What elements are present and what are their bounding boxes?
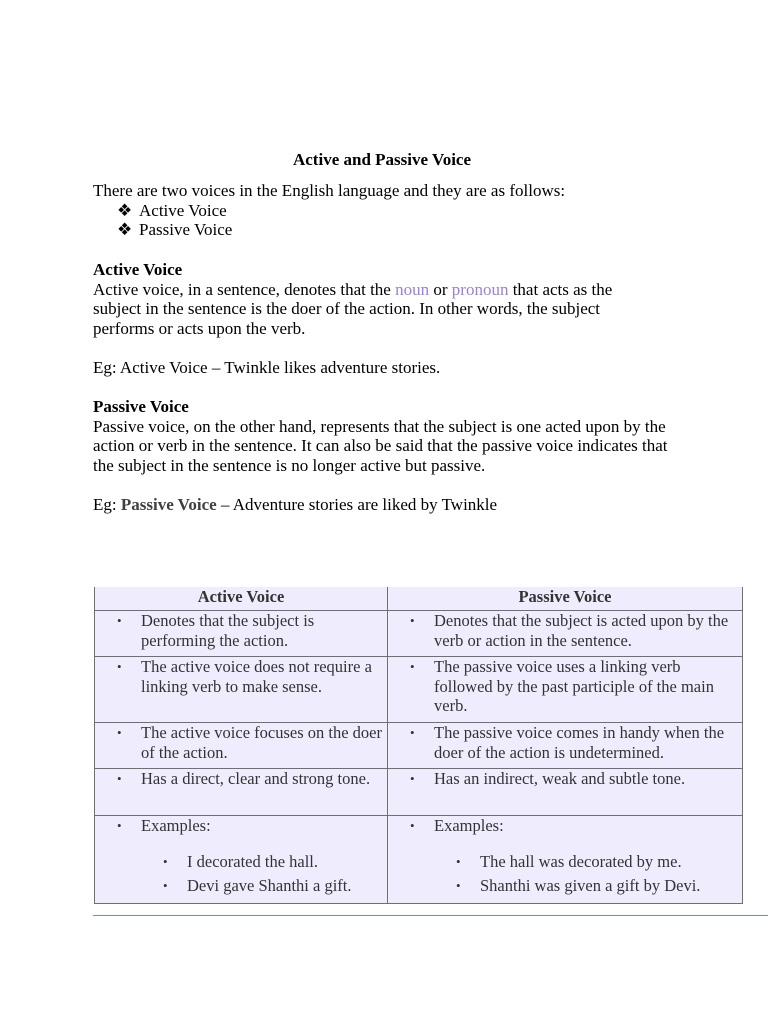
active-voice-definition: Active voice, in a sentence, denotes that the noun or pronoun that acts as the subject in the sentence is the doer of the action. In other words, the subject performs or acts upon the verb.: [93, 279, 613, 338]
examples-label: • Examples:: [95, 816, 387, 836]
example-item: • I decorated the hall.: [95, 852, 387, 872]
examples-label: • Examples:: [388, 816, 742, 836]
intro-list: [93, 201, 693, 240]
header-passive-voice: Passive Voice: [388, 587, 743, 611]
passive-voice-section: [93, 397, 683, 514]
passive-voice-heading: Passive Voice: [93, 397, 189, 416]
table-row: [95, 723, 743, 769]
intro-section: [93, 181, 693, 240]
active-voice-heading: Active Voice: [93, 260, 183, 279]
example-item: • The hall was decorated by me.: [388, 852, 742, 872]
diamond-bullet-icon: ❖: [117, 200, 133, 220]
cell-text: • The active voice focuses on the doer of the action.: [95, 723, 387, 762]
active-voice-example: Eg: Active Voice – Twinkle likes adventure stories.: [93, 357, 441, 377]
intro-list-item: ❖ Passive Voice: [117, 220, 233, 239]
cell-text: • Denotes that the subject is acted upon by the verb or action in the sentence.: [388, 611, 742, 650]
table-row: [95, 769, 743, 816]
page-title: Active and Passive Voice: [292, 150, 472, 169]
table-row: [95, 611, 743, 657]
passive-voice-definition: Passive voice, on the other hand, represents that the subject is one acted upon by the action or verb in the sentence. It can also be said that the passive voice indicates that the subject in the sentence is no longer active but passive.: [93, 416, 668, 475]
noun-link[interactable]: noun: [395, 279, 430, 299]
cell-text: • The active voice does not require a linking verb to make sense.: [95, 657, 387, 696]
example-item: • Devi gave Shanthi a gift.: [95, 876, 387, 896]
comparison-table: [94, 587, 742, 904]
table-row: [95, 657, 743, 723]
intro-list-item: ❖ Active Voice: [117, 200, 227, 220]
cell-text: • Has a direct, clear and strong tone.: [95, 769, 387, 789]
diamond-bullet-icon: ❖: [117, 220, 133, 239]
pronoun-link[interactable]: pronoun: [451, 279, 509, 299]
passive-voice-example: Eg: Passive Voice – Adventure stories are liked by Twinkle: [93, 494, 498, 514]
header-active-voice: Active Voice: [95, 587, 388, 611]
cell-text: • The passive voice comes in handy when the doer of the action is undetermined.: [388, 723, 742, 762]
intro-text: There are two voices in the English language and they are as follows:: [93, 181, 566, 200]
cell-text: • The passive voice uses a linking verb followed by the past participle of the main verb.: [388, 657, 742, 716]
example-item: • Shanthi was given a gift by Devi.: [388, 876, 742, 896]
cell-text: • Has an indirect, weak and subtle tone.: [388, 769, 742, 789]
active-voice-section: [93, 260, 663, 377]
cell-text: • Denotes that the subject is performing the action.: [95, 611, 387, 650]
table-row: [95, 816, 743, 904]
horizontal-rule: [93, 915, 768, 916]
table-header-row: [95, 587, 743, 611]
